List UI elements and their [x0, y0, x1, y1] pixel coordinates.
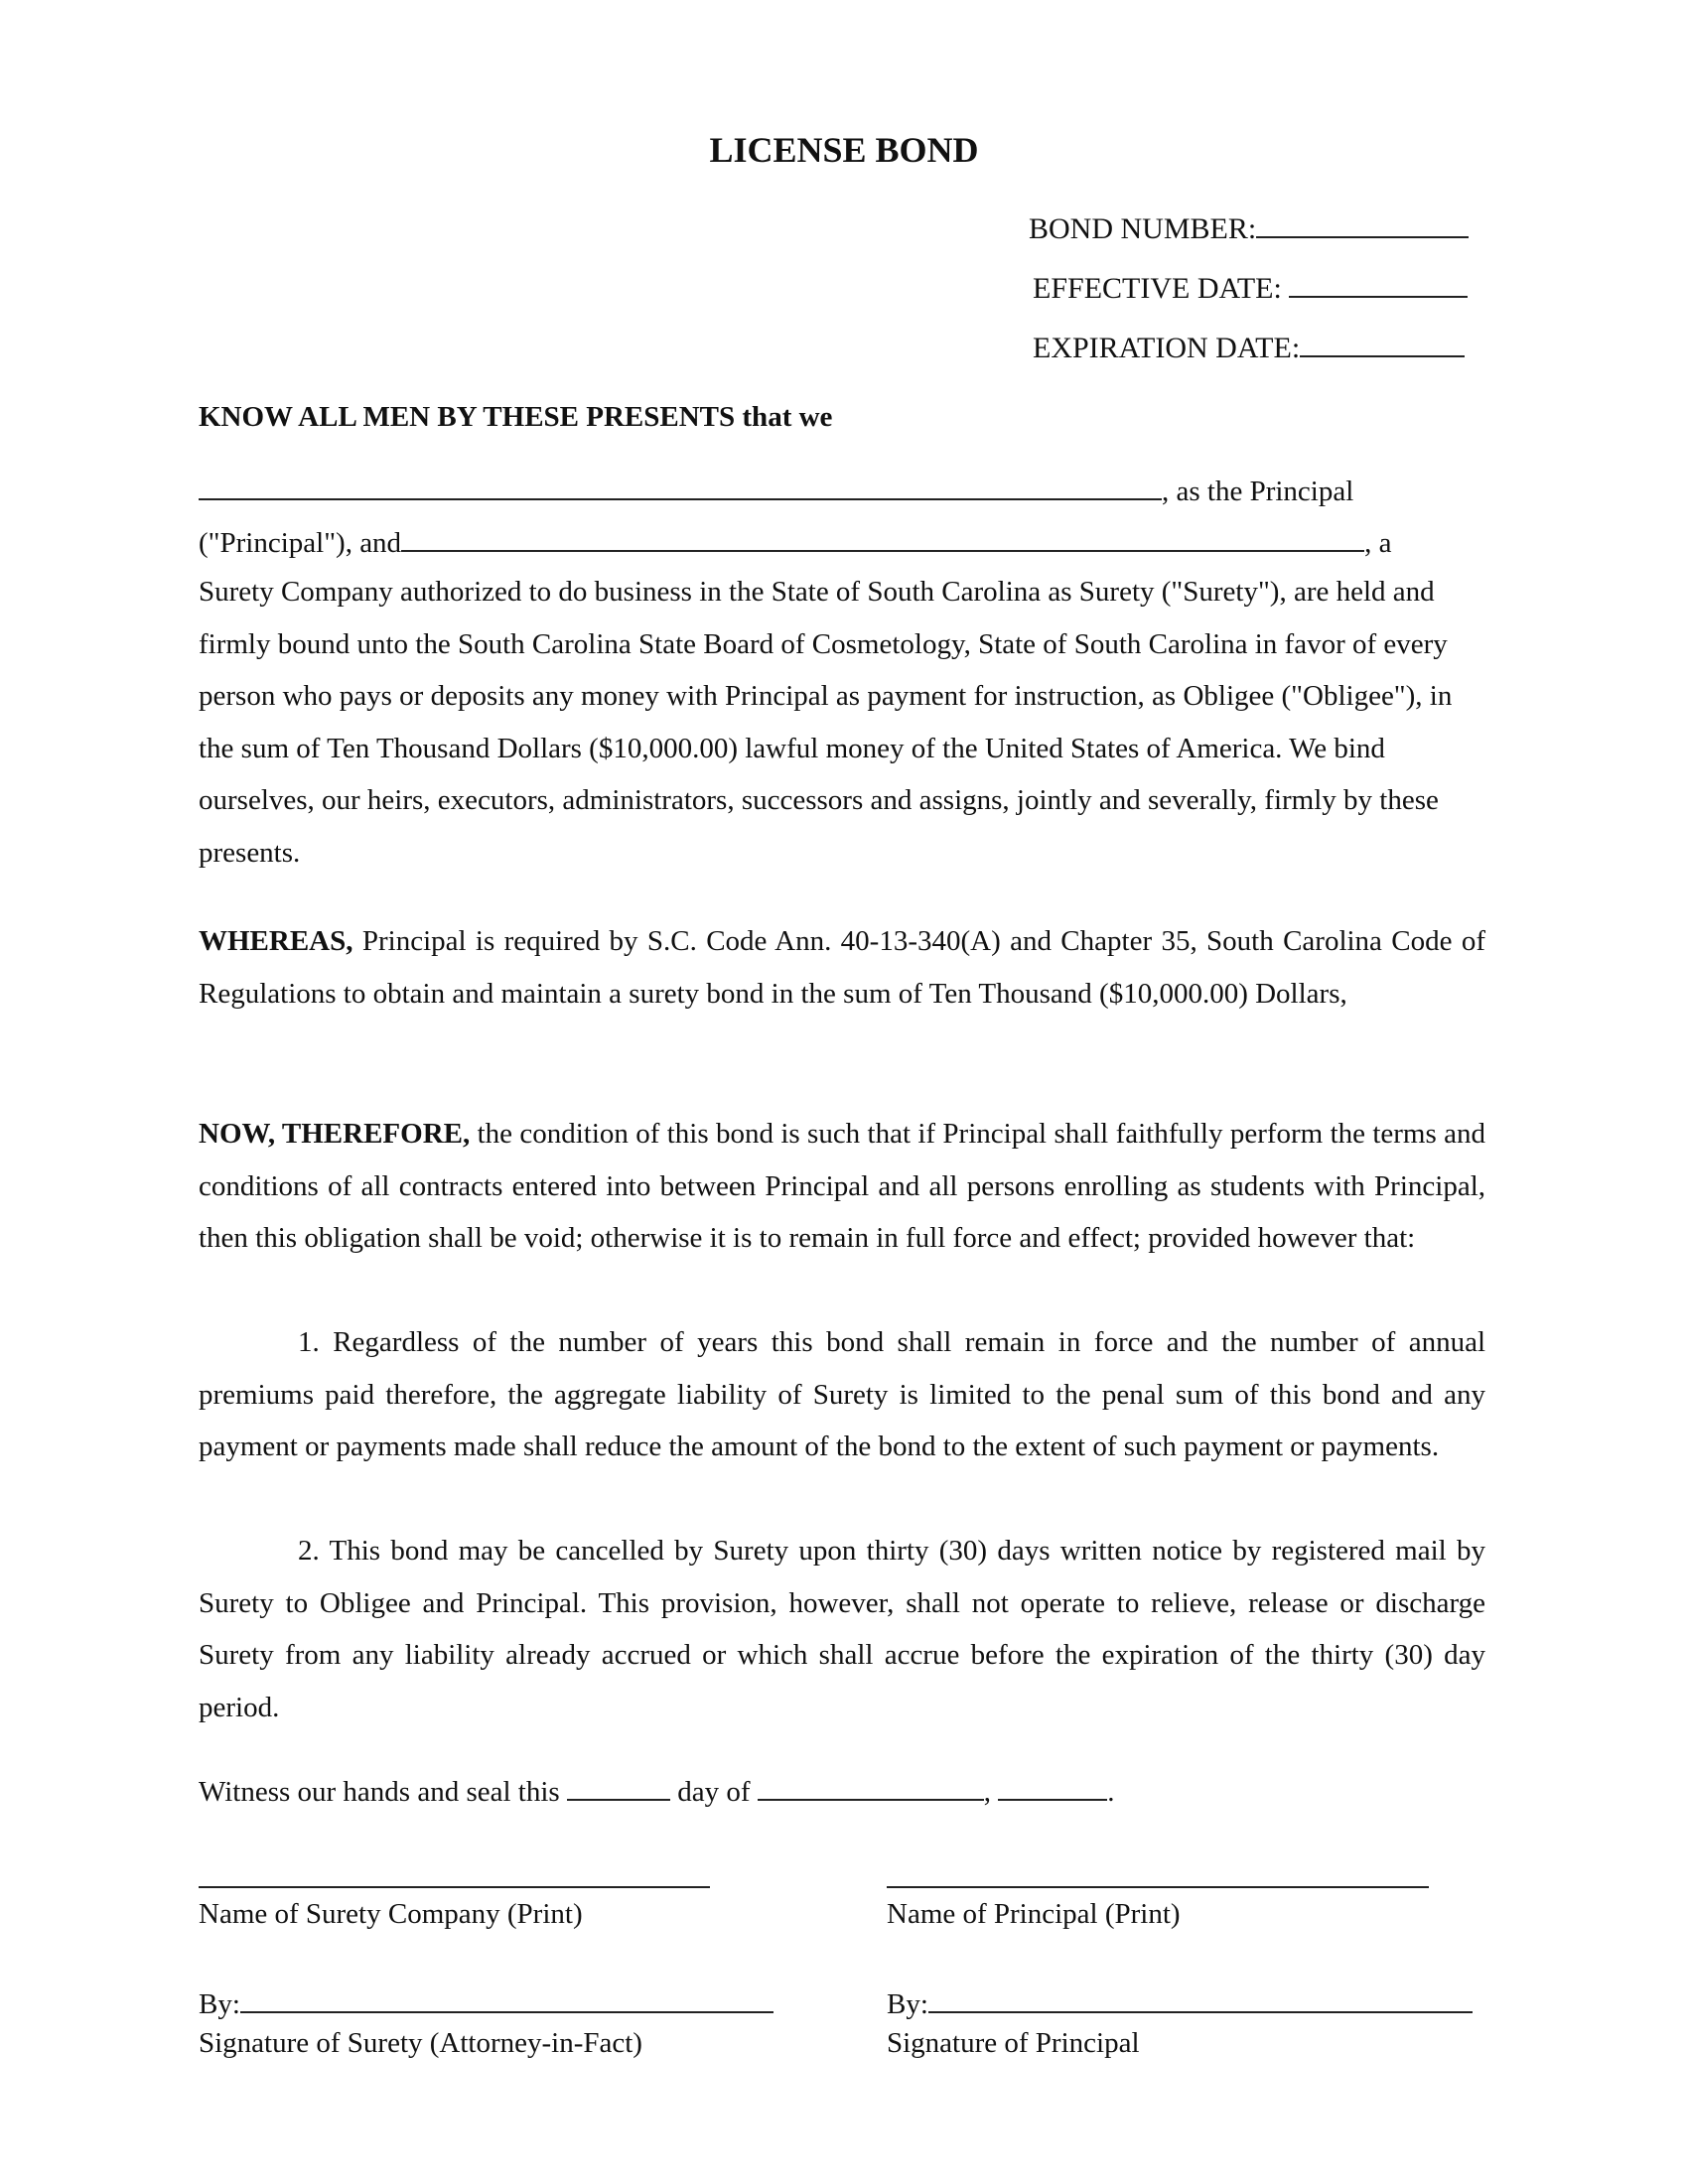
witness-text-4: .	[1107, 1776, 1115, 1808]
bond-number-blank[interactable]	[1256, 210, 1469, 238]
surety-line-suffix: , a	[1364, 527, 1392, 559]
principal-name-print-label: Name of Principal (Print)	[887, 1898, 1181, 1930]
surety-signature-blank[interactable]	[240, 1985, 774, 2013]
surety-company-name-blank[interactable]	[199, 1886, 710, 1888]
whereas-paragraph	[199, 915, 1485, 1020]
surety-line-prefix: ("Principal"), and	[199, 527, 402, 559]
witness-day-blank[interactable]	[567, 1773, 670, 1801]
condition-1: 1. Regardless of the number of years this bond shall remain in force and the number of annual premiums paid therefore, the aggregate liability of Surety is limited to the penal sum of this bond and any payment or payments made shall reduce the amount of the bond to the extent of such payment or payments.	[199, 1326, 1485, 1462]
principal-line	[199, 473, 1353, 508]
intro-heading: KNOW ALL MEN BY THESE PRESENTS that we	[199, 401, 833, 433]
witness-line	[199, 1773, 1114, 1809]
intro-body: Surety Company authorized to do business in the State of South Carolina as Surety ("Surety"), are held and firmly bound unto the South Carolina State Board of Cosmetology, State of South Carolina in favor of every person who pays or deposits any money with Principal as payment for instruction, as Obligee ("Obligee"), in the sum of Ten Thousand Dollars ($10,000.00) lawful money of the United States of America. We bind ourselves, our heirs, executors, administrators, successors and assigns, jointly and severally, firmly by these presents.	[199, 576, 1453, 869]
witness-year-blank[interactable]	[998, 1773, 1107, 1801]
whereas-lead: WHEREAS,	[199, 925, 353, 957]
principal-line-suffix: , as the Principal	[1162, 476, 1354, 507]
bond-number-label: BOND NUMBER:	[1029, 212, 1257, 245]
now-therefore-lead: NOW, THEREFORE,	[199, 1118, 471, 1150]
expiration-date-field[interactable]	[1033, 330, 1465, 365]
surety-by-label: By:	[199, 1988, 240, 2020]
surety-name-blank[interactable]	[401, 524, 1364, 552]
witness-month-blank[interactable]	[758, 1773, 984, 1801]
document-title: LICENSE BOND	[709, 130, 979, 170]
condition-2: 2. This bond may be cancelled by Surety upon thirty (30) days written notice by registered mail by Surety to Obligee and Principal. This provision, however, shall not operate to relieve, release or discharge Surety from any liability already accrued or which shall accrue before the expiration of the thirty (30) day period.	[199, 1535, 1485, 1723]
now-therefore-paragraph	[199, 1108, 1485, 1265]
effective-date-field[interactable]	[1033, 270, 1468, 306]
now-therefore-text: the condition of this bond is such that if Principal shall faithfully perform the terms and conditions of all contracts entered into between Principal and all persons enrolling as students with Principal, then this obligation shall be void; otherwise it is to remain in full force and effect; provided however that:	[199, 1118, 1485, 1254]
surety-by-line	[199, 1985, 774, 2021]
principal-by-line	[887, 1985, 1473, 2021]
expiration-date-label: EXPIRATION DATE:	[1033, 332, 1301, 364]
expiration-date-blank[interactable]	[1300, 330, 1465, 357]
surety-signature-label: Signature of Surety (Attorney-in-Fact)	[199, 2027, 642, 2059]
surety-line	[199, 524, 1391, 560]
witness-text-2: day of	[677, 1776, 751, 1808]
whereas-text: Principal is required by S.C. Code Ann. 40-13-340(A) and Chapter 35, South Carolina Code of Regulations to obtain and maintain a surety bond in the sum of Ten Thousand ($10,000.00) Dollars,	[199, 925, 1485, 1010]
principal-name-blank[interactable]	[199, 473, 1162, 500]
effective-date-label: EFFECTIVE DATE:	[1033, 272, 1282, 305]
bond-number-field[interactable]	[1029, 210, 1469, 246]
witness-text-3: ,	[983, 1776, 991, 1808]
principal-by-label: By:	[887, 1988, 928, 2020]
effective-date-blank[interactable]	[1289, 270, 1468, 298]
principal-signature-blank[interactable]	[928, 1985, 1473, 2013]
principal-name-print-blank[interactable]	[887, 1886, 1429, 1888]
surety-company-name-label: Name of Surety Company (Print)	[199, 1898, 583, 1930]
principal-signature-label: Signature of Principal	[887, 2027, 1140, 2059]
witness-text-1: Witness our hands and seal this	[199, 1776, 560, 1808]
